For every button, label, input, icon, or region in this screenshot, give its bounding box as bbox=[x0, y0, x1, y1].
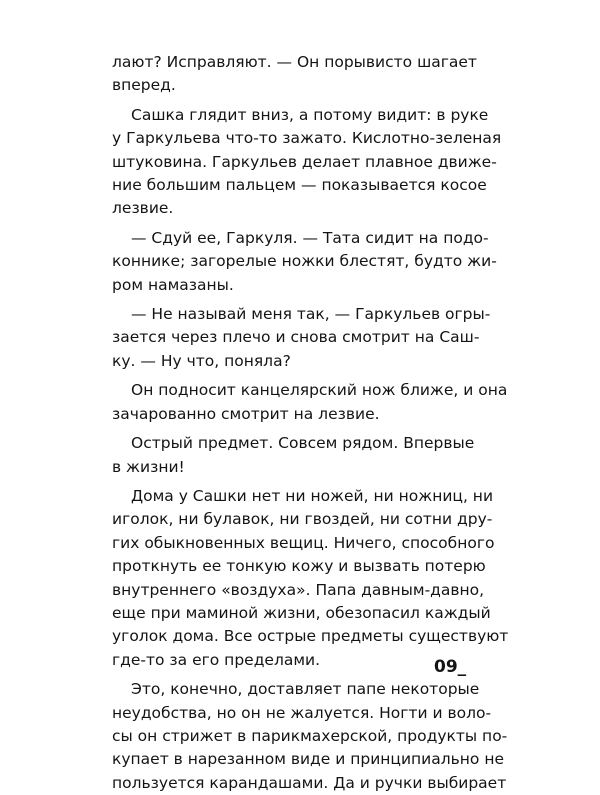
body-text bbox=[112, 51, 509, 795]
text-line: сы он стрижет в парикмахерской, продукты по- bbox=[112, 726, 508, 745]
text-line: иголок, ни булавок, ни гвоздей, ни сотни дру- bbox=[112, 510, 493, 529]
text-line: коннике; загорелые ножки блестят, будто жи- bbox=[112, 252, 497, 271]
paragraph bbox=[112, 104, 502, 221]
text-line: лезвие. bbox=[112, 199, 174, 218]
text-line: купает в нарезанном виде и принципиально не bbox=[112, 750, 504, 769]
paragraph bbox=[112, 51, 477, 98]
text-line: ром намазаны. bbox=[112, 275, 234, 294]
text-line: зачарованно смотрит на лезвие. bbox=[112, 404, 380, 423]
text-line: Он подносит канцелярский нож ближе, и она bbox=[131, 381, 508, 400]
text-line: Это, конечно, доставляет папе некоторые bbox=[131, 680, 480, 699]
text-line: ку. — Ну что, поняла? bbox=[112, 351, 291, 370]
paragraph bbox=[112, 432, 475, 479]
paragraph bbox=[112, 379, 508, 426]
text-line: вперед. bbox=[112, 76, 176, 95]
text-line: внутреннего «воздуха». Папа давным-давно, bbox=[112, 580, 485, 599]
text-line: неудобства, но он не жалуется. Ногти и воло- bbox=[112, 703, 492, 722]
text-line: штуковина. Гаркульев делает плавное движе- bbox=[112, 152, 497, 171]
paragraph bbox=[112, 227, 497, 297]
paragraph bbox=[112, 678, 508, 795]
text-line: Острый предмет. Совсем рядом. Впервые bbox=[131, 434, 475, 453]
text-line: — Не называй меня так, — Гаркульев огры- bbox=[131, 305, 491, 324]
text-line: проткнуть ее тонкую кожу и вызвать потерю bbox=[112, 557, 486, 576]
paragraph bbox=[112, 303, 491, 373]
text-line: пользуется карандашами. Да и ручки выбирает bbox=[112, 773, 507, 792]
text-line: уголок дома. Все острые предметы существуют bbox=[112, 627, 509, 646]
text-line: у Гаркульева что-то зажато. Кислотно-зеленая bbox=[112, 129, 502, 148]
page-number: 09_ bbox=[434, 657, 467, 677]
text-line: гих обыкновенных вещиц. Ничего, способного bbox=[112, 533, 495, 552]
text-line: в жизни! bbox=[112, 457, 185, 476]
text-line: — Сдуй ее, Гаркуля. — Тата сидит на подо- bbox=[131, 228, 489, 247]
text-line: зается через плечо и снова смотрит на Саш- bbox=[112, 328, 480, 347]
text-line: лают? Исправляют. — Он порывисто шагает bbox=[112, 53, 477, 71]
text-line: где-то за его пределами. bbox=[112, 650, 321, 669]
text-line: еще при маминой жизни, обезопасил каждый bbox=[112, 603, 491, 622]
text-line: Сашка глядит вниз, а потому видит: в руке bbox=[131, 105, 489, 124]
text-line: Дома у Сашки нет ни ножей, ни ножниц, ни bbox=[131, 486, 494, 505]
text-line: ние большим пальцем — показывается косое bbox=[112, 176, 487, 195]
paragraph bbox=[112, 485, 509, 672]
